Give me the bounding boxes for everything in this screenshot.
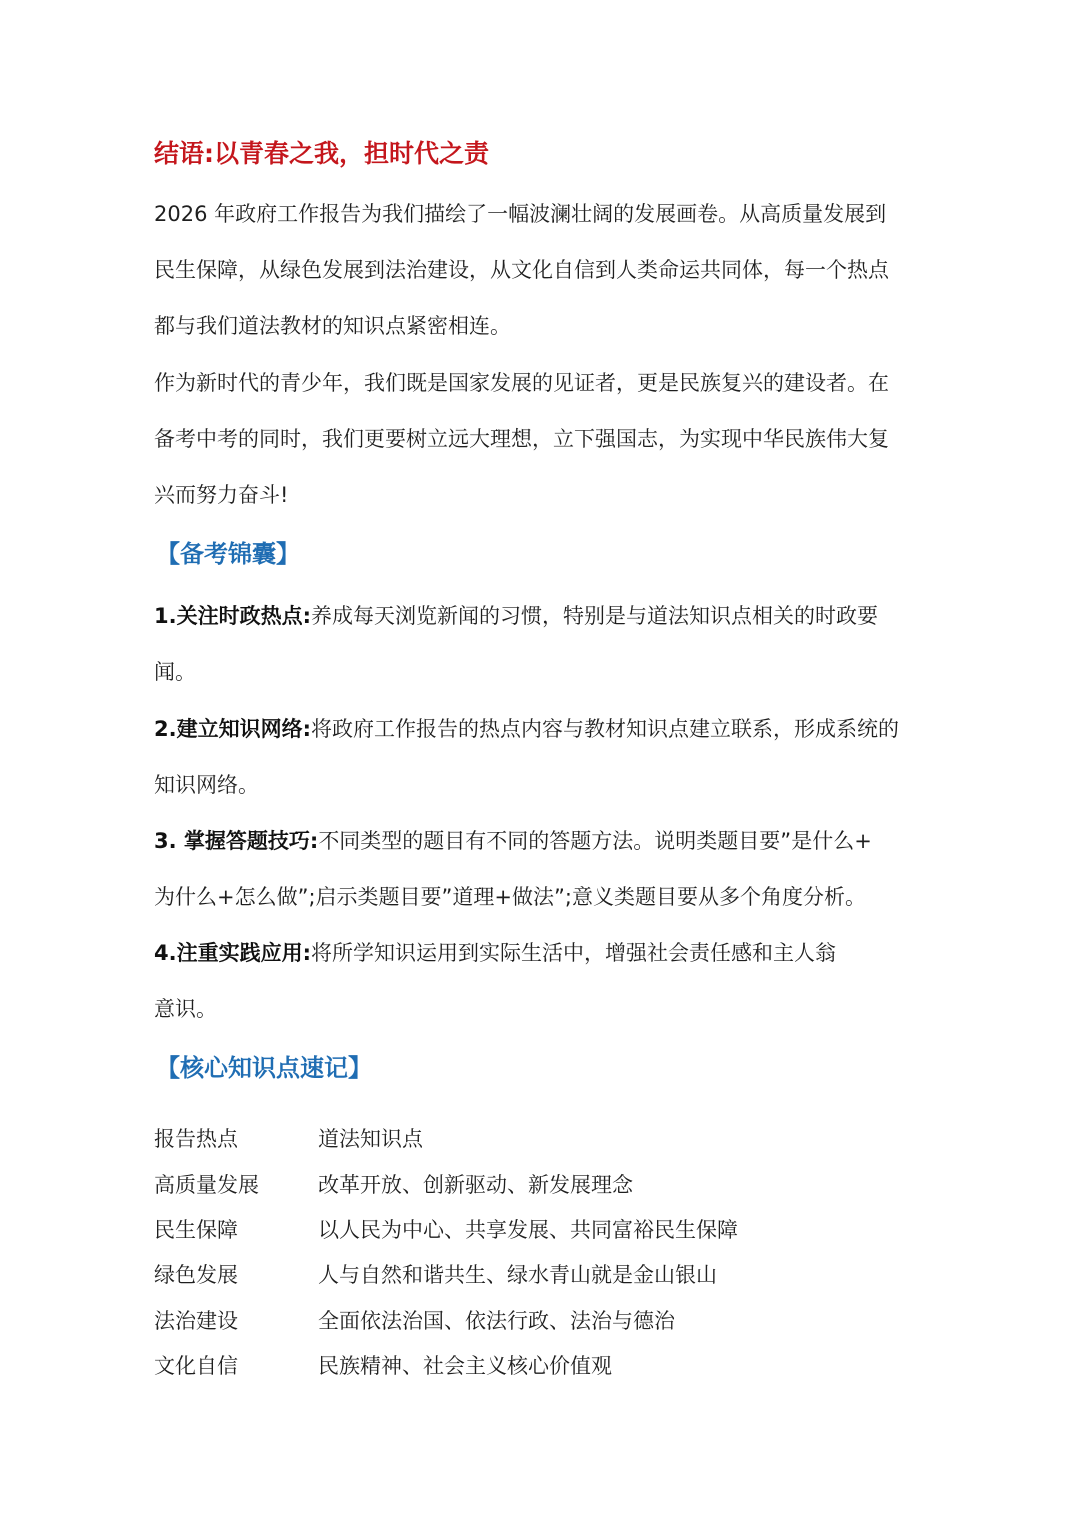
table-cell-topic: 文化自信 <box>154 1354 238 1378</box>
tip-3-label: 3. 掌握答题技巧: <box>154 829 319 853</box>
exam-tips-heading: 【备考锦囊】 <box>156 540 300 568</box>
paragraph-1-line-3: 都与我们道法教材的知识点紧密相连。 <box>154 314 511 338</box>
table-cell-point: 以人民为中心、共享发展、共同富裕民生保障 <box>318 1218 738 1242</box>
table-cell-topic: 绿色发展 <box>154 1263 238 1287</box>
paragraph-1-line-2: 民生保障，从绿色发展到法治建设，从文化自信到人类命运共同体，每一个热点 <box>154 258 889 282</box>
paragraph-1-line-1: 2026 年政府工作报告为我们描绘了一幅波澜壮阔的发展画卷。从高质量发展到 <box>154 202 887 226</box>
tip-3-text: 不同类型的题目有不同的答题方法。说明类题目要”是什么+ <box>318 829 872 853</box>
table-cell-point: 民族精神、社会主义核心价值观 <box>318 1354 612 1378</box>
tip-2-text: 将政府工作报告的热点内容与教材知识点建立联系，形成系统的 <box>311 717 899 741</box>
tip-4-line-2: 意识。 <box>154 997 217 1021</box>
tip-2-line-2: 知识网络。 <box>154 773 259 797</box>
tip-1-line-1 <box>154 599 878 633</box>
table-header-topic: 报告热点 <box>154 1127 238 1151</box>
tip-2-line-1 <box>154 712 899 746</box>
table-cell-topic: 民生保障 <box>154 1218 238 1242</box>
table-cell-point: 全面依法治国、依法行政、法治与德治 <box>318 1309 675 1333</box>
table-cell-point: 人与自然和谐共生、绿水青山就是金山银山 <box>318 1263 717 1287</box>
tip-4-label: 4.注重实践应用: <box>154 941 311 965</box>
tip-4-text: 将所学知识运用到实际生活中，增强社会责任感和主人翁 <box>311 941 836 965</box>
tip-1-line-2: 闻。 <box>154 660 196 684</box>
conclusion-title: 结语:以青春之我，担时代之责 <box>154 139 489 168</box>
tip-2-label: 2.建立知识网络: <box>154 717 311 741</box>
table-cell-topic: 高质量发展 <box>154 1173 259 1197</box>
paragraph-2-line-1: 作为新时代的青少年，我们既是国家发展的见证者，更是民族复兴的建设者。在 <box>154 371 889 395</box>
tip-4-line-1 <box>154 936 836 970</box>
tip-3-line-2: 为什么+怎么做”;启示类题目要”道理+做法”;意义类题目要从多个角度分析。 <box>154 885 866 909</box>
tip-1-label: 1.关注时政热点: <box>154 604 311 628</box>
core-points-heading: 【核心知识点速记】 <box>156 1054 372 1082</box>
paragraph-2-line-3: 兴而努力奋斗! <box>154 483 289 507</box>
tip-1-text: 养成每天浏览新闻的习惯，特别是与道法知识点相关的时政要 <box>311 604 878 628</box>
table-cell-point: 改革开放、创新驱动、新发展理念 <box>318 1173 633 1197</box>
table-header-point: 道法知识点 <box>318 1127 423 1151</box>
paragraph-2-line-2: 备考中考的同时，我们更要树立远大理想，立下强国志，为实现中华民族伟大复 <box>154 427 889 451</box>
table-cell-topic: 法治建设 <box>154 1309 238 1333</box>
tip-3-line-1 <box>154 824 872 858</box>
